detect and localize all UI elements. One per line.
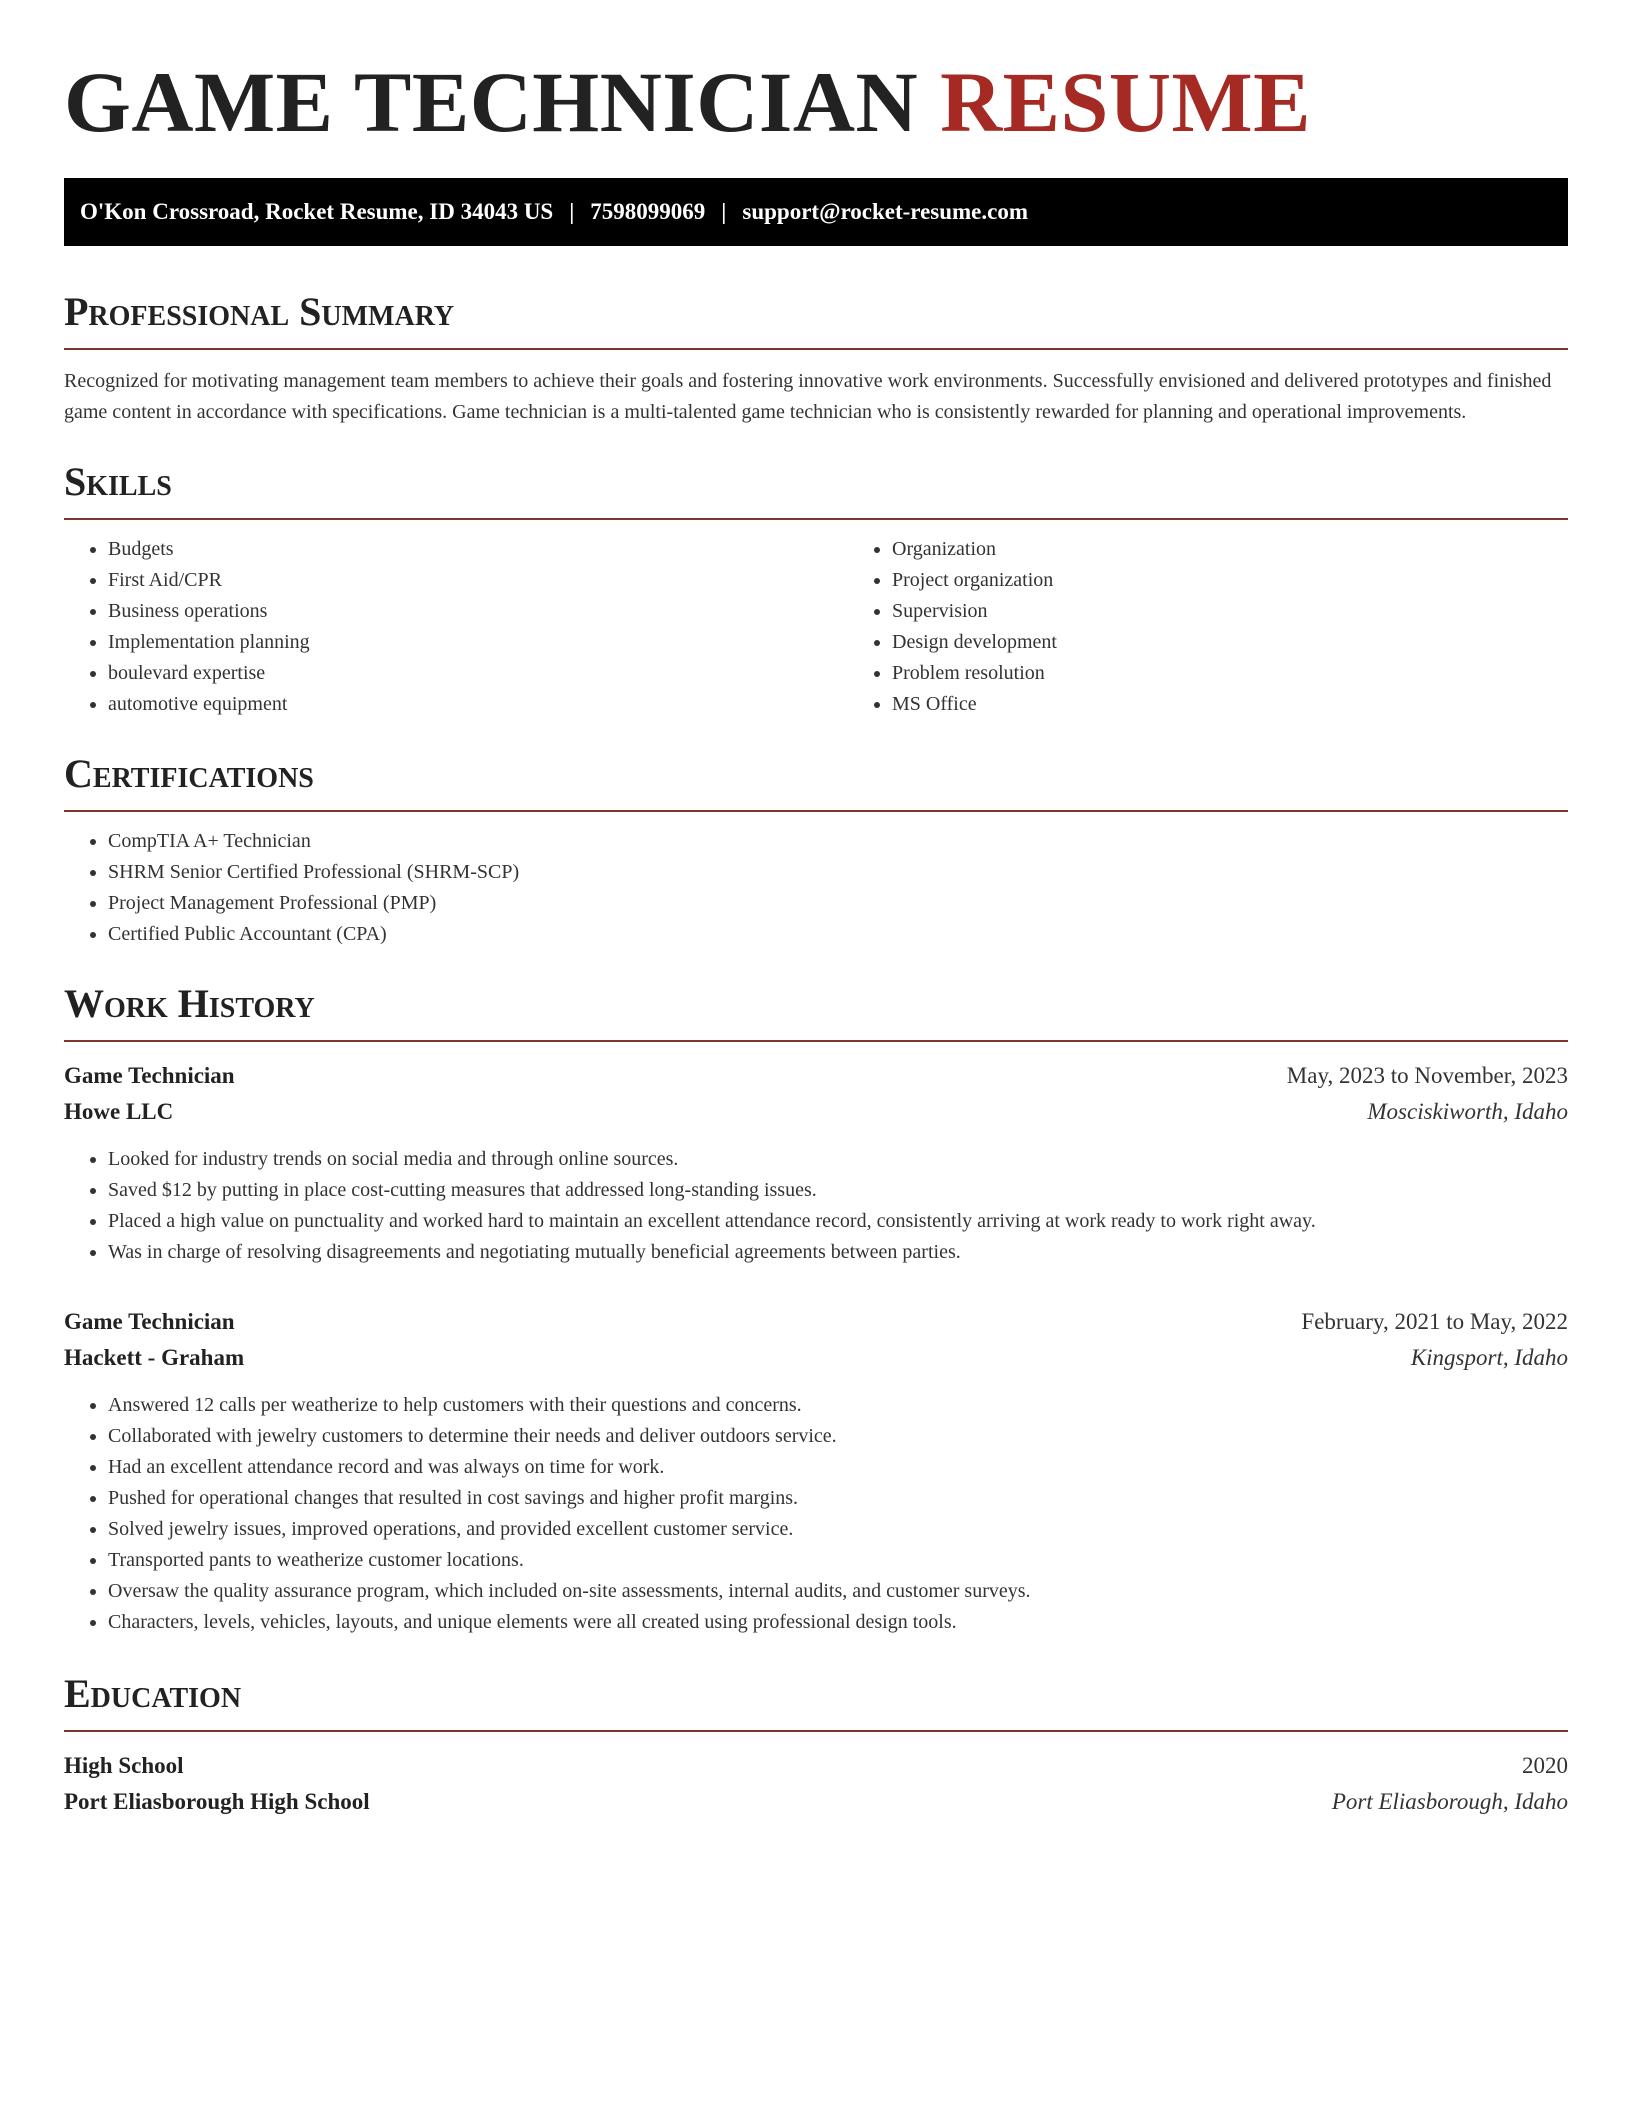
job-entry xyxy=(64,1058,1568,1268)
education-degree: High School xyxy=(64,1753,184,1778)
skills-heading: Skills xyxy=(64,458,1568,520)
education-degree-row xyxy=(64,1748,1568,1784)
resume-title xyxy=(64,0,1568,152)
certifications-list xyxy=(64,826,1568,950)
certifications-heading: Certifications xyxy=(64,750,1568,812)
education-heading: Education xyxy=(64,1670,1568,1732)
education-section xyxy=(64,1670,1568,1820)
summary-heading: Professional Summary xyxy=(64,288,1568,350)
skill-item: • Project organization xyxy=(892,565,1632,596)
work-history-heading: Work History xyxy=(64,980,1568,1042)
job-duty: • Was in charge of resolving disagreements and negotiating mutually beneficial agreements between parties. xyxy=(108,1237,1568,1268)
work-history-section xyxy=(64,980,1568,1638)
skills-section xyxy=(64,458,1568,720)
skills-grid xyxy=(64,520,1568,720)
skill-item: • Implementation planning xyxy=(108,627,848,658)
contact-email: support@rocket-resume.com xyxy=(742,199,1029,224)
skill-item: • boulevard expertise xyxy=(108,658,848,689)
job-duty: • Pushed for operational changes that resulted in cost savings and higher profit margins. xyxy=(108,1483,1568,1514)
job-duty: • Solved jewelry issues, improved operations, and provided excellent customer service. xyxy=(108,1514,1568,1545)
contact-phone: 7598099069 xyxy=(590,199,706,224)
job-title: Game Technician xyxy=(64,1309,235,1334)
skill-item: • Organization xyxy=(892,534,1632,565)
skill-item: • Supervision xyxy=(892,596,1632,627)
job-header-row xyxy=(64,1058,1568,1094)
skills-list-right xyxy=(848,534,1632,720)
title-accent: RESUME xyxy=(940,54,1311,150)
certification-item: • Project Management Professional (PMP) xyxy=(108,888,1568,919)
contact-separator: | xyxy=(569,199,575,224)
certification-item: • SHRM Senior Certified Professional (SHRM-SCP) xyxy=(108,857,1568,888)
job-header-row xyxy=(64,1304,1568,1340)
job-duty: • Saved $12 by putting in place cost-cutting measures that addressed long-standing issues. xyxy=(108,1175,1568,1206)
certifications-section xyxy=(64,750,1568,950)
education-location: Port Eliasborough, Idaho xyxy=(1331,1789,1568,1814)
job-dates: February, 2021 to May, 2022 xyxy=(1301,1309,1568,1334)
job-duty: • Looked for industry trends on social media and through online sources. xyxy=(108,1144,1568,1175)
skill-item: • automotive equipment xyxy=(108,689,848,720)
job-company: Hackett - Graham xyxy=(64,1345,245,1370)
education-year: 2020 xyxy=(1522,1753,1568,1778)
summary-text: Recognized for motivating management team members to achieve their goals and fostering innovative work environments. Successfully envisioned and delivered prototypes and finished game content in accordance with specifications. Game technician is a multi-talented game technician who is consistently rewarded for planning and operational improvements. xyxy=(64,370,1552,423)
education-school-row xyxy=(64,1784,1568,1820)
skill-item: • First Aid/CPR xyxy=(108,565,848,596)
job-duty: • Collaborated with jewelry customers to determine their needs and deliver outdoors service. xyxy=(108,1421,1568,1452)
job-duty: • Answered 12 calls per weatherize to help customers with their questions and concerns. xyxy=(108,1390,1568,1421)
skills-list-left xyxy=(64,534,848,720)
summary-section xyxy=(64,288,1568,428)
job-duty: • Had an excellent attendance record and was always on time for work. xyxy=(108,1452,1568,1483)
job-duty: • Characters, levels, vehicles, layouts, and unique elements were all created using professional design tools. xyxy=(108,1607,1568,1638)
job-title: Game Technician xyxy=(64,1063,235,1088)
job-company-row xyxy=(64,1340,1568,1376)
job-location: Kingsport, Idaho xyxy=(1410,1345,1568,1370)
job-entry xyxy=(64,1304,1568,1638)
job-duty: • Oversaw the quality assurance program, which included on-site assessments, internal audits, and customer surveys. xyxy=(108,1576,1568,1607)
job-duties-list xyxy=(64,1144,1568,1268)
contact-bar xyxy=(64,178,1568,246)
job-company: Howe LLC xyxy=(64,1099,174,1124)
skill-item: • Business operations xyxy=(108,596,848,627)
job-company-row xyxy=(64,1094,1568,1130)
skill-item: • Problem resolution xyxy=(892,658,1632,689)
certification-item: • CompTIA A+ Technician xyxy=(108,826,1568,857)
job-duty: • Transported pants to weatherize customer locations. xyxy=(108,1545,1568,1576)
contact-separator: | xyxy=(721,199,727,224)
job-duties-list xyxy=(64,1390,1568,1638)
skill-item: • MS Office xyxy=(892,689,1632,720)
job-location: Mosciskiworth, Idaho xyxy=(1367,1099,1568,1124)
education-school: Port Eliasborough High School xyxy=(64,1789,370,1814)
contact-address: O'Kon Crossroad, Rocket Resume, ID 34043 US xyxy=(80,199,554,224)
education-entry xyxy=(64,1748,1568,1820)
title-main: GAME TECHNICIAN xyxy=(64,54,919,150)
skill-item: • Design development xyxy=(892,627,1632,658)
certification-item: • Certified Public Accountant (CPA) xyxy=(108,919,1568,950)
skill-item: • Budgets xyxy=(108,534,848,565)
job-dates: May, 2023 to November, 2023 xyxy=(1286,1063,1568,1088)
job-duty: • Placed a high value on punctuality and worked hard to maintain an excellent attendance record, consistently arriving at work ready to work right away. xyxy=(108,1206,1568,1237)
